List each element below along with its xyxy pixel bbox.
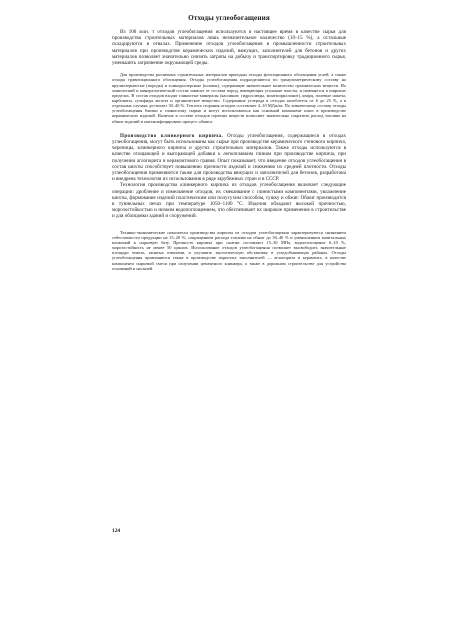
text-column (112, 14, 346, 271)
paragraph-small-print-2: Технико-экономические показатели производства кирпича из отходов углеобогащения характеризуются снижением себестоимости продукции на 15–20 %, сокращением расхода топлива на обжиг до 30–40 % и уменьшением капитальных вложений в сырьевую базу. Прочность кирпича при сжатии составляет 15–30 МПа, водопоглощение 6–10 %, морозостойкость не менее 50 циклов. Использование отходов углеобогащения позволяет высвободить значительные площади земель, занятых отвалами, и улучшить экологическую обстановку в угледобывающих районах. Отходы углеобогащения применяются также в производстве пористых заполнителей — аглопорита и керамзита, в качестве компонента сырьевой смеси при получении цементного клинкера, а также в дорожном строительстве для устройства оснований и насыпей. (112, 229, 346, 271)
paragraph-technology: Технология производства клинкерного кирпича из отходов углеобогащения включает следующие операции: дробление и измельчение отходов, их смешивание с глинистыми компонентами, увлажнение шихты, формование изделий пластическим или полусухим способом, сушку и обжиг. Обжиг производится в туннельных печах при температуре 1050–1100 °С. Изделия обладают высокой прочностью, морозостойкостью и низким водопоглощением, что обеспечивает их широкое применение в строительстве и для облицовки зданий и сооружений. (112, 182, 346, 220)
spacer (112, 220, 346, 230)
section-text: Отходы углеобогащения, содержащиеся в отходах углеобогащения, могут быть использованы как сырье при производстве керамического стенового кирпича, черепицы, клинкерного кирпича и других строительных материалов. Также отходы используются в качестве отощающей и выгорающей добавки к легкоплавким глинам при производстве кирпича, при получении аглопорита и керамзитового гравия. Опыт показывает, что введение отходов углеобогащения в состав шихты способствует повышению прочности изделий и снижению их средней плотности. Отходы углеобогащения применяются также для производства вяжущих и заполнителей для бетонов, разработана и внедрена технология их использования в ряде зарубежных стран и в СССР. (112, 132, 347, 183)
paragraph-intro: Из 100 млн. т отходов углеобогащения используются в настоящее время в качестве сырья для производства строительных материалов лишь незначительное количество (10–15 %), а остальные складируются в отвалах. Применение отходов углеобогащения в промышленности строительных материалов при производстве керамических изделий, вяжущих, заполнителей для бетонов и других материалов позволяет значительно снизить затраты на добычу и транспортировку традиционного сырья, уменьшить загрязнение окружающей среды. (112, 29, 346, 67)
page-title: Отходы углеобогащения (188, 14, 270, 22)
paragraph-section (112, 133, 346, 183)
paragraph-small-print-1: Для производства различных строительных материалов пригодны отходы флотационного обогащения углей, а также отходы гравитационного обогащения. Отходы углеобогащения подразделяются по гранулометрическому составу на крупнозернистые (породы) и тонкодисперсные (шламы), содержащие значительное количество органических веществ. Их химический и минералогический состав зависит от состава пород, вмещающих угольные пласты, и изменяется в широких пределах. В состав отходов входят глинистые минералы (каолинит, гидрослюды, монтмориллонит), кварц, полевые шпаты, карбонаты, сульфиды железа и органическое вещество. Содержание углерода в отходах колеблется от 6 до 25 %, а в отдельных случаях достигает 30–40 %. Теплота сгорания отходов составляет 4–10 МДж/кг. По химическому составу отходы углеобогащения близки к глинистому сырью и могут использоваться как основной компонент шихт в производстве керамических изделий. Наличие в составе отходов горючих веществ позволяет значительно сократить расход топлива на обжиг изделий и интенсифицировать процесс обжига. (112, 72, 346, 124)
spacer (112, 124, 346, 133)
section-heading: Производство клинкерного кирпича. (120, 132, 224, 139)
page-number: 124 (112, 528, 121, 534)
